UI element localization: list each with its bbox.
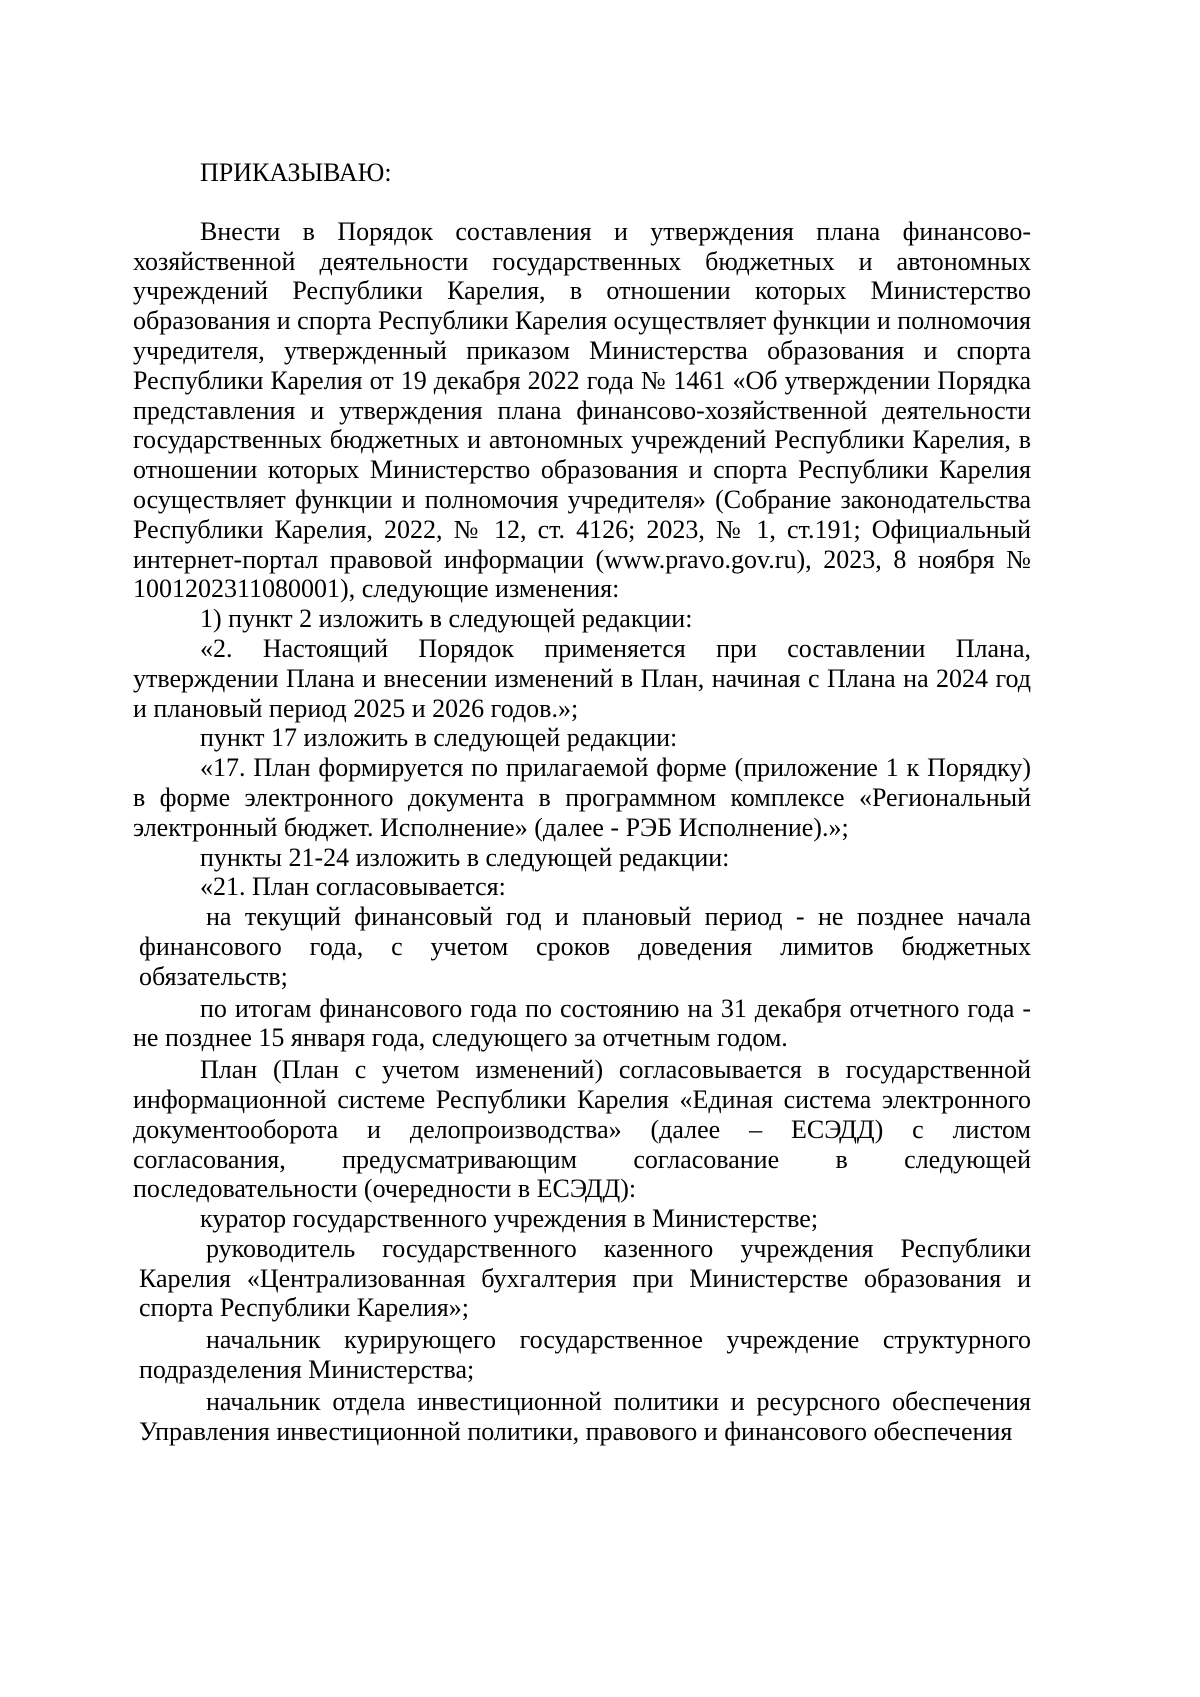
paragraph-main-amendment: Внести в Порядок составления и утверждения плана финансово-хозяйственной деятельности государственных бюджетных и автономных учреждений Республики Карелия, в отношении которых Министерство образования и спорта Республики Карелия осуществляет функции и полномочия учредителя, утвержденный приказом Министерства образования и спорта Республики Карелия от 19 декабря 2022 года № 1461 «Об утверждении Порядка представления и утверждения плана финансово-хозяйственной деятельности государственных бюджетных и автономных учреждений Республики Карелия, в отношении которых Министерство образования и спорта Республики Карелия осуществляет функции и полномочия учредителя» (Собрание законодательства Республики Карелия, 2022, № 12, ст. 4126; 2023, № 1, ст.191; Официальный интернет-портал правовой информации (www.pravo.gov.ru), 2023, 8 ноября № 1001202311080001), следующие изменения: bbox=[133, 216, 1031, 604]
document-page bbox=[133, 158, 1031, 1446]
paragraph-division-head: начальник курирующего государственное учреждение структурного подразделения Министерства; bbox=[139, 1325, 1031, 1385]
paragraph-point-17-text: «17. План формируется по прилагаемой форме (приложение 1 к Порядку) в форме электронного документа в программном комплексе «Региональный электронный бюджет. Исполнение» (далее - РЭБ Исполнение).»; bbox=[133, 753, 1031, 842]
paragraph-curator: куратор государственного учреждения в Министерстве; bbox=[200, 1204, 819, 1234]
paragraph-current-year: на текущий финансовый год и плановый период - не позднее начала финансового года, с учетом сроков доведения лимитов бюджетных обязательств; bbox=[139, 902, 1031, 991]
order-heading: ПРИКАЗЫВАЮ: bbox=[200, 158, 392, 187]
paragraph-plan-approval: План (План с учетом изменений) согласовывается в государственной информационной системе Республики Карелия «Единая система электронного документооборота и делопроизводства» (далее – ЕСЭДД) с листом согласования, предусматривающим согласование в следующей последовательности (очередности в ЕСЭДД): bbox=[133, 1055, 1031, 1204]
paragraph-point-21-text: «21. План согласовывается: bbox=[200, 872, 506, 902]
paragraph-investment-head: начальник отдела инвестиционной политики и ресурсного обеспечения Управления инвестиционной политики, правового и финансового обеспечения bbox=[139, 1386, 1031, 1446]
paragraph-points-21-24-intro: пункты 21-24 изложить в следующей редакции: bbox=[200, 842, 730, 872]
paragraph-accounting-head: руководитель государственного казенного учреждения Республики Карелия «Централизованная бухгалтерия при Министерстве образования и спорта Республики Карелия»; bbox=[139, 1233, 1031, 1323]
paragraph-item-1: 1) пункт 2 изложить в следующей редакции: bbox=[200, 604, 693, 634]
paragraph-year-end: по итогам финансового года по состоянию на 31 декабря отчетного года - не позднее 15 января года, следующего за отчетным годом. bbox=[133, 993, 1031, 1053]
paragraph-point-17-intro: пункт 17 изложить в следующей редакции: bbox=[200, 723, 678, 753]
paragraph-point-2-text: «2. Настоящий Порядок применяется при составлении Плана, утверждении Плана и внесении изменений в План, начиная с Плана на 2024 год и плановый период 2025 и 2026 годов.»; bbox=[133, 633, 1031, 723]
